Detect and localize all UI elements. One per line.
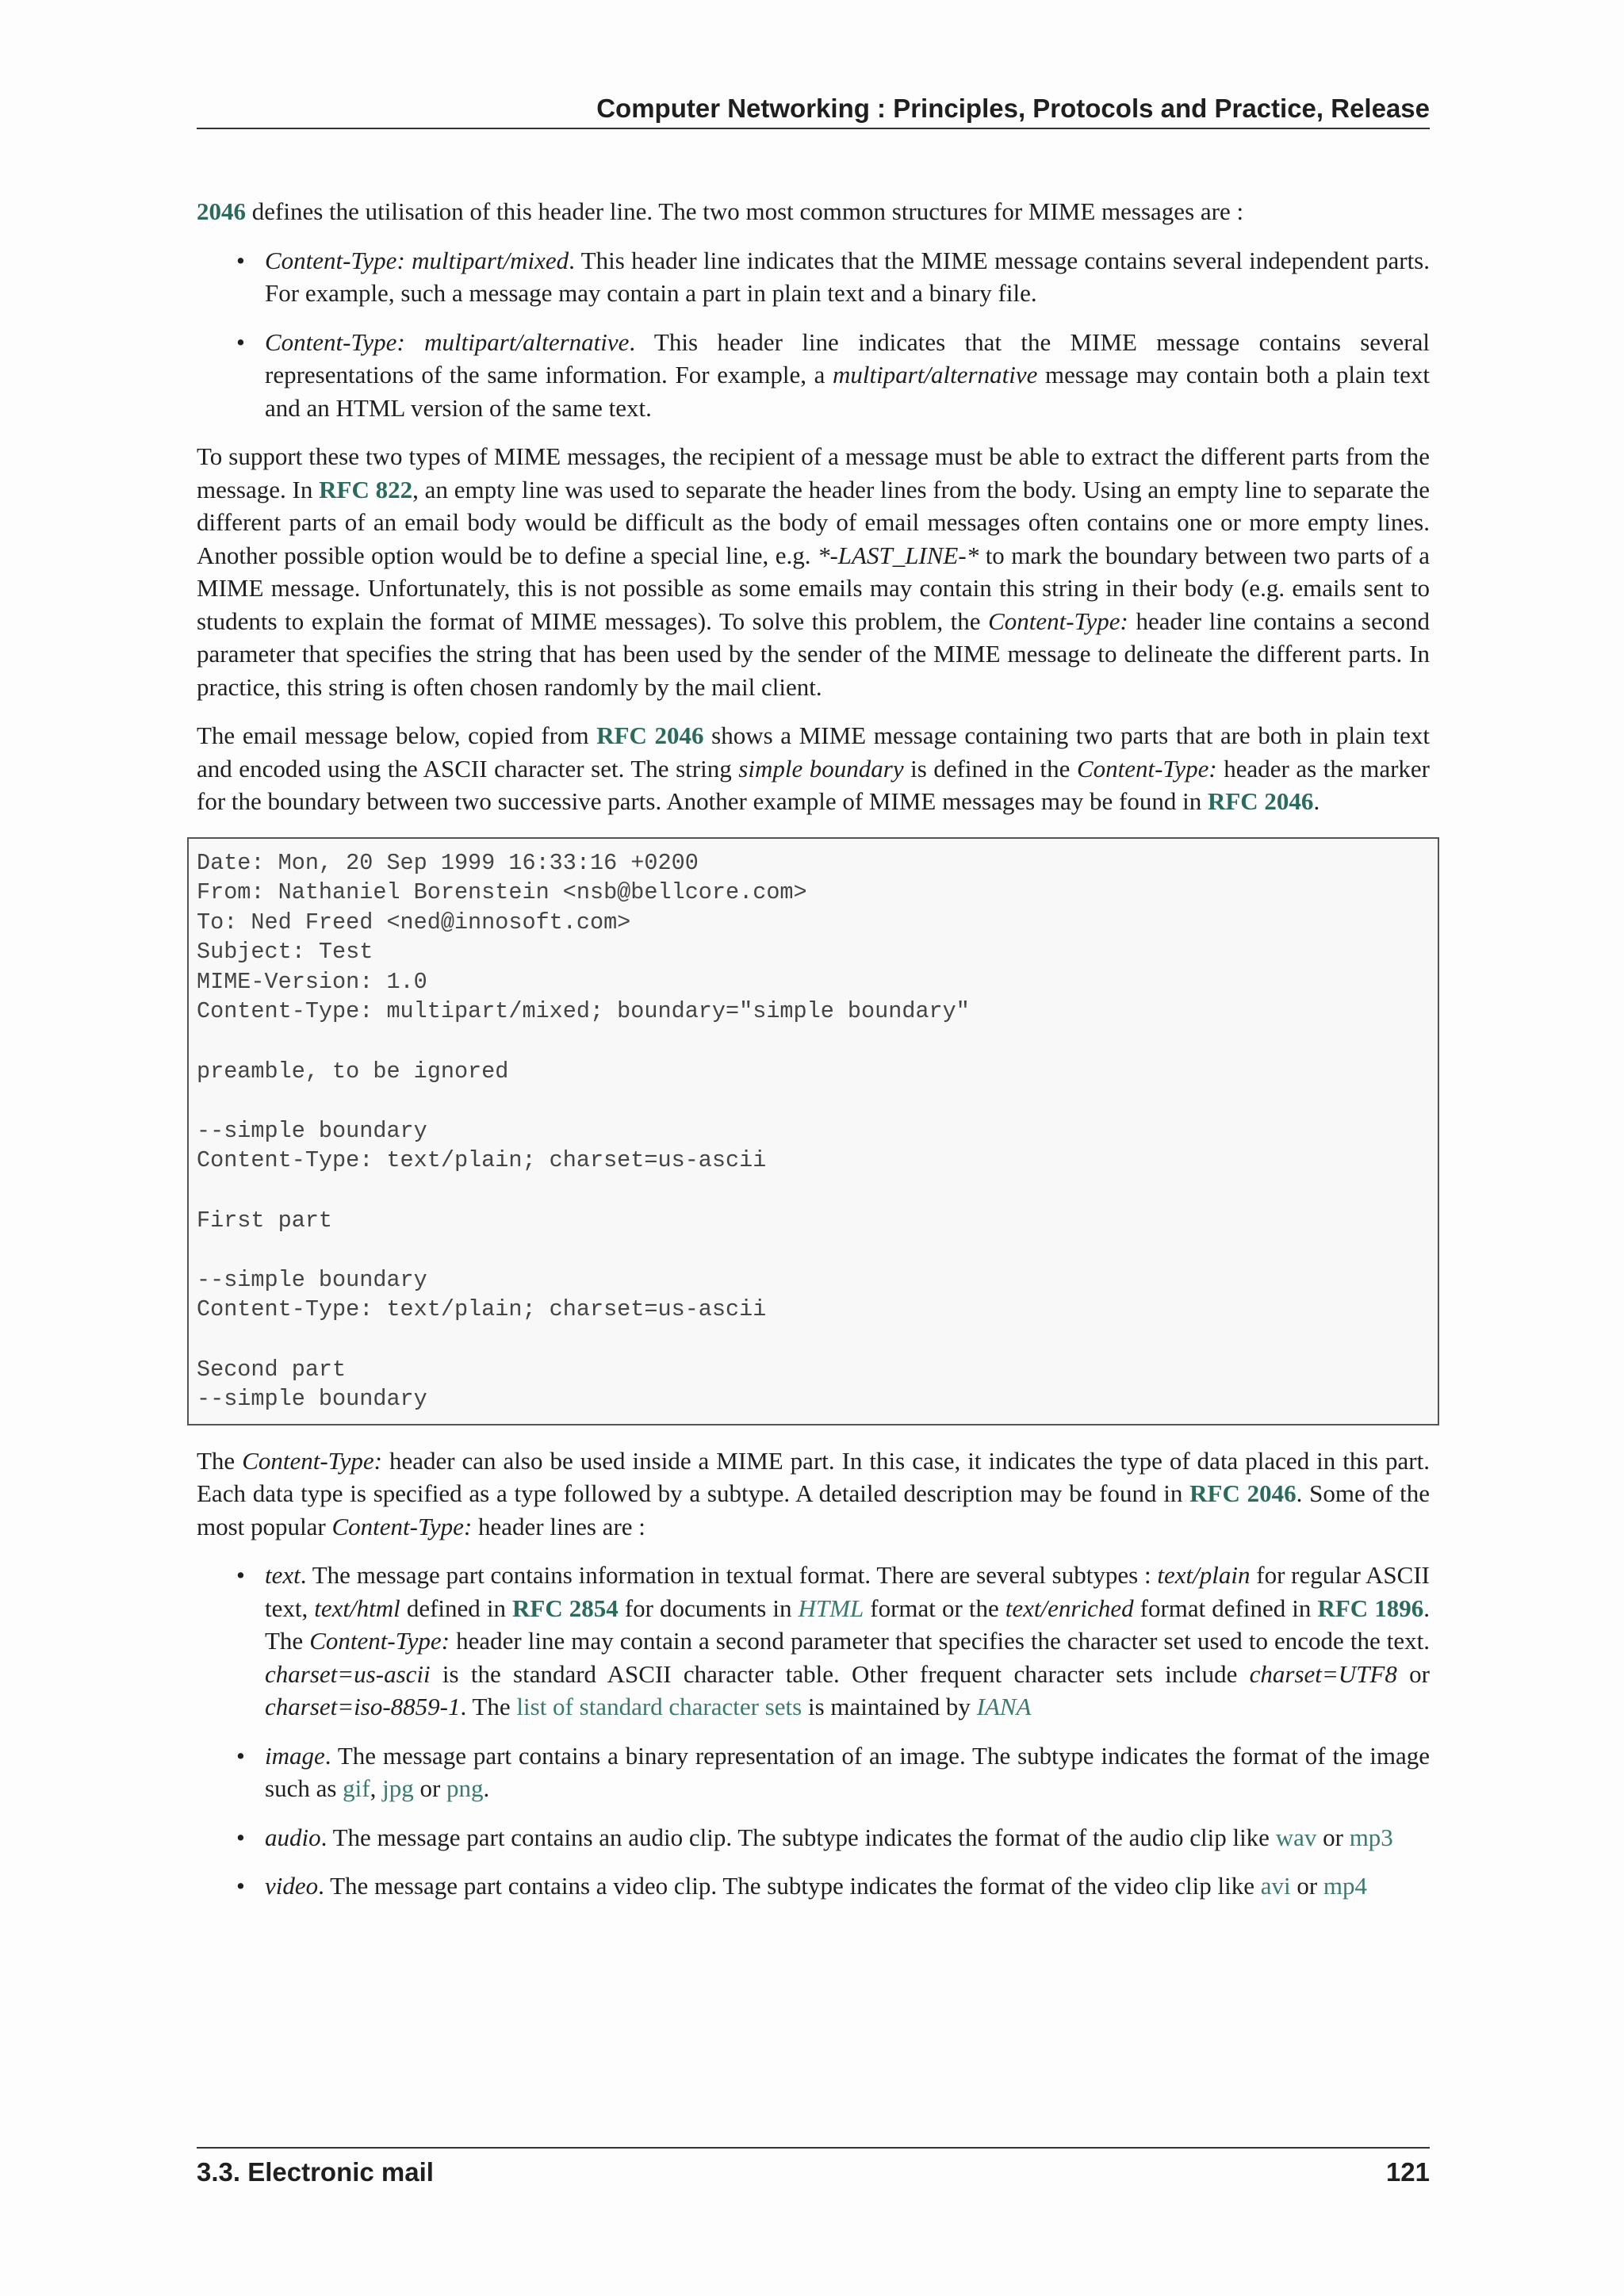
mp4-link[interactable]: mp4 <box>1323 1872 1368 1900</box>
avi-link[interactable]: avi <box>1260 1872 1291 1900</box>
page-number: 121 <box>1385 2157 1430 2187</box>
list-item-video: • video. The message part contains a video clip. The subtype indicates the format of the video clip like avi or mp4 <box>197 1869 1430 1903</box>
character-sets-link[interactable]: list of standard character sets <box>516 1693 802 1721</box>
mime-structures-list <box>197 244 1430 425</box>
list-item: • Content-Type: multipart/mixed. This header line indicates that the MIME message contains several independent parts. For example, such a message may contain a part in plain text and a binary file. <box>197 244 1430 310</box>
wav-link[interactable]: wav <box>1275 1823 1317 1851</box>
html-link[interactable]: HTML <box>798 1594 864 1622</box>
rfc-822-link[interactable]: RFC 822 <box>319 475 413 503</box>
content-types-list <box>197 1559 1430 1903</box>
example-paragraph: The email message below, copied from RFC 2046 shows a MIME message containing two parts that are both in plain text and encoded using the ASCII character set. The string simple boundary is defined in the Content-Type: header as the marker for the boundary between two successive parts. Another example of MIME messages may be found in RFC 2046. <box>197 721 1430 815</box>
rfc-2046-link[interactable]: RFC 2046 <box>596 721 704 749</box>
mime-example-code-block: Date: Mon, 20 Sep 1999 16:33:16 +0200 From: Nathaniel Borenstein <nsb@bellcore.com> To: Ned Freed <ned@innosoft.com> Subject: Test MIME-Version: 1.0 Content-Type: multipart/mixed; boundary="simple boundary" preamble, to be ignored --simple boundary Content-Type: text/plain; charset=us-ascii First part --simple boundary Content-Type: text/plain; charset=us-ascii Second part --simple boundary <box>187 837 1439 1425</box>
term: Content-Type: multipart/mixed <box>265 246 569 274</box>
png-link[interactable]: png <box>446 1774 484 1803</box>
gif-link[interactable]: gif <box>343 1774 370 1803</box>
rfc-2046-link[interactable]: 2046 <box>197 197 246 225</box>
rfc-2854-link[interactable]: RFC 2854 <box>512 1594 619 1622</box>
mp3-link[interactable]: mp3 <box>1349 1823 1393 1851</box>
rfc-1896-link[interactable]: RFC 1896 <box>1317 1594 1424 1622</box>
jpg-link[interactable]: jpg <box>382 1774 414 1803</box>
support-paragraph: To support these two types of MIME messages, the recipient of a message must be able to extract the different parts from the message. In RFC 822, an empty line was used to separate the header lines from the body. Using an empty line to separate the different parts of an email body would be difficult as the body of email messages often contains one or more empty lines. Another possible option would be to define a special line, e.g. *-LAST_LINE-* to mark the boundary between two parts of a MIME message. Unfortunately, this is not possible as some emails may contain this string in their body (e.g. emails sent to students to explain the format of MIME messages). To solve this problem, the Content-Type: header line contains a second parameter that specifies the string that has been used by the sender of the MIME message to delineate the different parts. In practice, this string is often chosen randomly by the mail client. <box>197 442 1431 701</box>
rfc-2046-link[interactable]: RFC 2046 <box>1207 787 1314 815</box>
footer-divider <box>197 2147 1430 2149</box>
header-divider <box>197 128 1430 129</box>
running-header: Computer Networking : Principles, Protocols and Practice, Release <box>596 94 1430 123</box>
list-item: • Content-Type: multipart/alternative. This header line indicates that the MIME message contains several representations of the same information. For example, a multipart/alternative message may contain both a plain text and an HTML version of the same text. <box>197 326 1430 425</box>
list-item-text: • text. The message part contains information in textual format. There are several subtypes : text/plain for regular ASCII text, text/html defined in RFC 2854 for documents in HTML format or the text/enriched format defined in RFC 1896. The Content-Type: header line may contain a second parameter that specifies the character set used to encode the text. charset=us-ascii is the standard ASCII character table. Other frequent character sets include charset=UTF8 or charset=iso-8859-1. The list of standard character sets is maintained by IANA <box>197 1559 1430 1724</box>
page-body <box>197 195 1430 1919</box>
content-type-paragraph: The Content-Type: header can also be used inside a MIME part. In this case, it indicates the type of data placed in this part. Each data type is specified as a type followed by a subtype. A detailed description may be found in RFC 2046. Some of the most popular Content-Type: header lines are : <box>197 1446 1430 1540</box>
section-title: 3.3. Electronic mail <box>197 2157 434 2187</box>
term: Content-Type: multipart/alternative <box>265 327 630 356</box>
rfc-2046-link[interactable]: RFC 2046 <box>1189 1479 1297 1508</box>
list-item-audio: • audio. The message part contains an audio clip. The subtype indicates the format of the audio clip like wav or mp3 <box>197 1821 1430 1854</box>
intro-paragraph: 2046 defines the utilisation of this header line. The two most common structures for MIME messages are : <box>197 197 1244 225</box>
list-item-image: • image. The message part contains a binary representation of an image. The subtype indicates the format of the image such as gif, jpg or png. <box>197 1739 1430 1805</box>
iana-link[interactable]: IANA <box>976 1693 1032 1721</box>
running-footer <box>197 2155 1430 2190</box>
